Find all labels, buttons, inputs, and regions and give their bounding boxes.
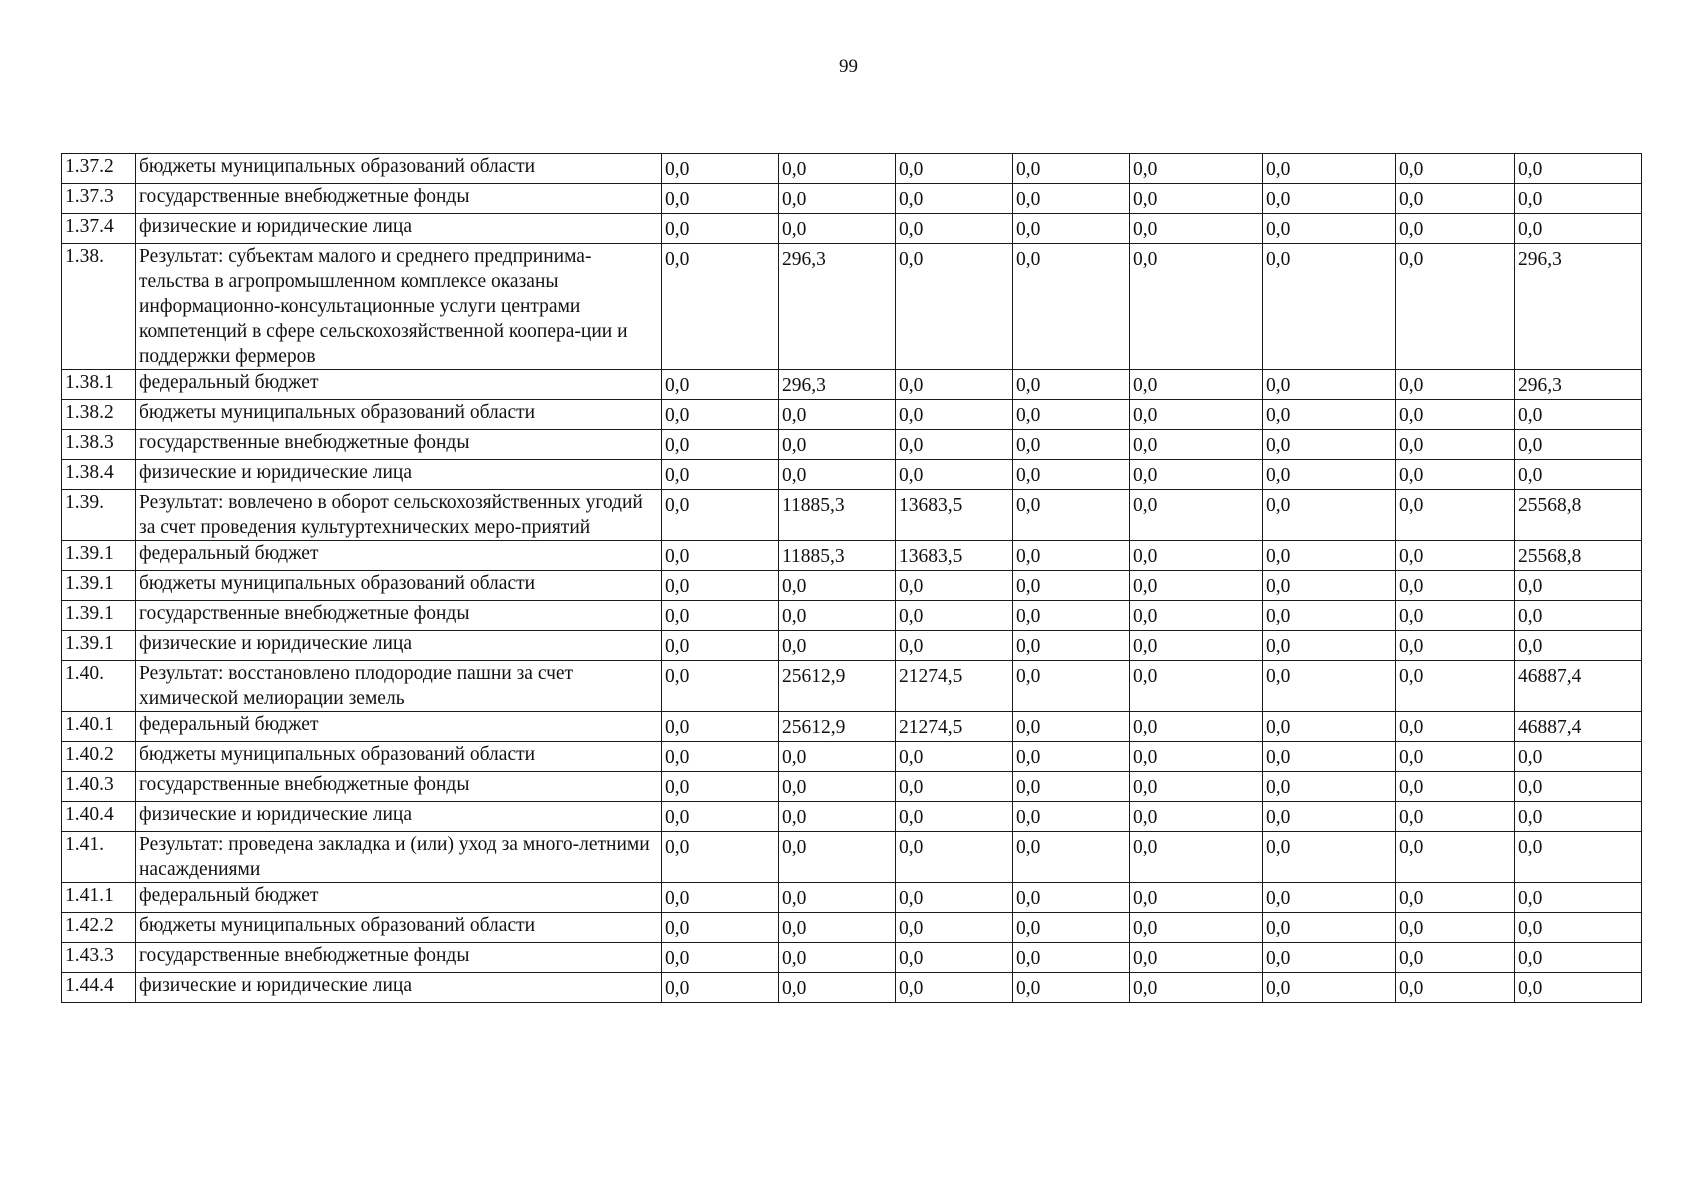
value-cell: 0,0 (896, 832, 1013, 883)
value-cell: 0,0 (1396, 214, 1515, 244)
value-cell: 25612,9 (779, 712, 896, 742)
value-cell: 0,0 (662, 184, 779, 214)
value-cell: 0,0 (1515, 943, 1642, 973)
value-cell: 0,0 (662, 370, 779, 400)
value-cell: 0,0 (1130, 661, 1263, 712)
value-cell: 0,0 (896, 184, 1013, 214)
value-cell: 0,0 (1013, 601, 1130, 631)
value-cell: 0,0 (896, 973, 1013, 1003)
row-description-cell: Результат: вовлечено в оборот сельскохозяйственных угодий за счет проведения культуртехнических меро-приятий (136, 490, 662, 541)
row-description-cell: Результат: субъектам малого и среднего предпринима-тельства в агропромышленном комплексе оказаны информационно-консультационные услуги центрами компетенций в сфере сельскохозяйственной коопера-ции и поддержки фермеров (136, 244, 662, 370)
row-number-cell: 1.43.3 (62, 943, 136, 973)
value-cell: 0,0 (1263, 802, 1396, 832)
value-cell: 0,0 (662, 772, 779, 802)
value-cell: 0,0 (1013, 973, 1130, 1003)
page-number: 99 (839, 56, 858, 77)
value-cell: 0,0 (1396, 460, 1515, 490)
value-cell: 0,0 (1396, 370, 1515, 400)
value-cell: 0,0 (662, 943, 779, 973)
table-row (62, 883, 1642, 913)
row-number-cell: 1.39.1 (62, 541, 136, 571)
row-number-cell: 1.38.2 (62, 400, 136, 430)
value-cell: 0,0 (896, 772, 1013, 802)
row-description-cell: государственные внебюджетные фонды (136, 601, 662, 631)
table-row (62, 832, 1642, 883)
value-cell: 0,0 (1396, 883, 1515, 913)
value-cell: 0,0 (1130, 214, 1263, 244)
value-cell: 0,0 (662, 490, 779, 541)
row-description-cell: бюджеты муниципальных образований области (136, 742, 662, 772)
value-cell: 0,0 (896, 913, 1013, 943)
value-cell: 0,0 (662, 430, 779, 460)
row-description-cell: государственные внебюджетные фонды (136, 772, 662, 802)
value-cell: 0,0 (1130, 490, 1263, 541)
row-number-cell: 1.39.1 (62, 631, 136, 661)
row-number-cell: 1.39.1 (62, 571, 136, 601)
value-cell: 0,0 (1013, 490, 1130, 541)
row-number-cell: 1.37.3 (62, 184, 136, 214)
row-number-cell: 1.41. (62, 832, 136, 883)
value-cell: 0,0 (1130, 712, 1263, 742)
value-cell: 13683,5 (896, 541, 1013, 571)
row-description-cell: государственные внебюджетные фонды (136, 943, 662, 973)
value-cell: 0,0 (1013, 712, 1130, 742)
value-cell: 0,0 (1263, 370, 1396, 400)
table-row (62, 490, 1642, 541)
value-cell: 0,0 (1263, 661, 1396, 712)
value-cell: 0,0 (1396, 943, 1515, 973)
table-row (62, 631, 1642, 661)
row-number-cell: 1.42.2 (62, 913, 136, 943)
row-number-cell: 1.38.4 (62, 460, 136, 490)
value-cell: 0,0 (662, 460, 779, 490)
table-row (62, 802, 1642, 832)
row-description-cell: физические и юридические лица (136, 214, 662, 244)
table-row (62, 430, 1642, 460)
value-cell: 0,0 (1396, 772, 1515, 802)
row-number-cell: 1.40.3 (62, 772, 136, 802)
value-cell: 0,0 (1515, 631, 1642, 661)
value-cell: 0,0 (779, 832, 896, 883)
row-description-cell: государственные внебюджетные фонды (136, 430, 662, 460)
value-cell: 0,0 (1515, 184, 1642, 214)
value-cell: 0,0 (1130, 631, 1263, 661)
value-cell: 0,0 (1263, 943, 1396, 973)
value-cell: 0,0 (779, 571, 896, 601)
row-number-cell: 1.40.1 (62, 712, 136, 742)
row-description-cell: физические и юридические лица (136, 460, 662, 490)
value-cell: 0,0 (1515, 460, 1642, 490)
value-cell: 0,0 (1515, 802, 1642, 832)
value-cell: 0,0 (1013, 214, 1130, 244)
value-cell: 0,0 (779, 214, 896, 244)
value-cell: 0,0 (1396, 712, 1515, 742)
value-cell: 0,0 (1396, 490, 1515, 541)
row-number-cell: 1.38.1 (62, 370, 136, 400)
value-cell: 0,0 (1396, 601, 1515, 631)
row-number-cell: 1.44.4 (62, 973, 136, 1003)
value-cell: 0,0 (662, 883, 779, 913)
value-cell: 0,0 (662, 742, 779, 772)
value-cell: 0,0 (662, 541, 779, 571)
row-number-cell: 1.41.1 (62, 883, 136, 913)
table-row (62, 400, 1642, 430)
table-row (62, 772, 1642, 802)
value-cell: 11885,3 (779, 490, 896, 541)
table-row (62, 154, 1642, 184)
row-description-cell: бюджеты муниципальных образований области (136, 913, 662, 943)
value-cell: 0,0 (1263, 460, 1396, 490)
value-cell: 0,0 (1263, 712, 1396, 742)
value-cell: 0,0 (1263, 244, 1396, 370)
row-number-cell: 1.38.3 (62, 430, 136, 460)
table-row (62, 913, 1642, 943)
row-number-cell: 1.37.2 (62, 154, 136, 184)
value-cell: 0,0 (1263, 490, 1396, 541)
row-description-cell: Результат: проведена закладка и (или) уход за много-летними насаждениями (136, 832, 662, 883)
value-cell: 0,0 (1515, 973, 1642, 1003)
value-cell: 0,0 (896, 370, 1013, 400)
value-cell: 25568,8 (1515, 541, 1642, 571)
value-cell: 0,0 (1396, 154, 1515, 184)
table-row (62, 460, 1642, 490)
value-cell: 0,0 (1263, 541, 1396, 571)
value-cell: 0,0 (896, 460, 1013, 490)
value-cell: 0,0 (1396, 244, 1515, 370)
value-cell: 0,0 (1263, 631, 1396, 661)
row-description-cell: бюджеты муниципальных образований области (136, 154, 662, 184)
value-cell: 0,0 (1515, 883, 1642, 913)
value-cell: 25612,9 (779, 661, 896, 712)
row-number-cell: 1.39.1 (62, 601, 136, 631)
value-cell: 0,0 (662, 913, 779, 943)
value-cell: 0,0 (662, 154, 779, 184)
table-row (62, 742, 1642, 772)
value-cell: 0,0 (1396, 400, 1515, 430)
value-cell: 0,0 (662, 661, 779, 712)
value-cell: 0,0 (662, 712, 779, 742)
value-cell: 21274,5 (896, 712, 1013, 742)
value-cell: 0,0 (1013, 370, 1130, 400)
value-cell: 0,0 (1515, 742, 1642, 772)
value-cell: 0,0 (896, 742, 1013, 772)
value-cell: 0,0 (779, 601, 896, 631)
value-cell: 0,0 (1515, 772, 1642, 802)
value-cell: 0,0 (1396, 973, 1515, 1003)
table-row (62, 244, 1642, 370)
value-cell: 0,0 (1130, 913, 1263, 943)
value-cell: 0,0 (1130, 154, 1263, 184)
value-cell: 0,0 (779, 772, 896, 802)
value-cell: 0,0 (1263, 214, 1396, 244)
value-cell: 0,0 (1013, 832, 1130, 883)
value-cell: 0,0 (779, 742, 896, 772)
budget-table-body (62, 154, 1642, 1003)
table-row (62, 541, 1642, 571)
value-cell: 296,3 (1515, 244, 1642, 370)
value-cell: 0,0 (1130, 832, 1263, 883)
row-description-cell: бюджеты муниципальных образований области (136, 571, 662, 601)
value-cell: 0,0 (896, 631, 1013, 661)
value-cell: 0,0 (1130, 772, 1263, 802)
value-cell: 0,0 (779, 883, 896, 913)
value-cell: 0,0 (1396, 571, 1515, 601)
value-cell: 0,0 (1396, 631, 1515, 661)
value-cell: 0,0 (1515, 214, 1642, 244)
value-cell: 0,0 (1263, 742, 1396, 772)
value-cell: 0,0 (1263, 973, 1396, 1003)
value-cell: 0,0 (1013, 460, 1130, 490)
table-row (62, 973, 1642, 1003)
value-cell: 0,0 (1515, 154, 1642, 184)
value-cell: 0,0 (1130, 370, 1263, 400)
row-number-cell: 1.39. (62, 490, 136, 541)
value-cell: 0,0 (1013, 742, 1130, 772)
table-row (62, 184, 1642, 214)
value-cell: 296,3 (779, 370, 896, 400)
table-row (62, 943, 1642, 973)
row-description-cell: федеральный бюджет (136, 370, 662, 400)
row-description-cell: федеральный бюджет (136, 541, 662, 571)
value-cell: 0,0 (1263, 430, 1396, 460)
row-description-cell: государственные внебюджетные фонды (136, 184, 662, 214)
value-cell: 0,0 (779, 943, 896, 973)
value-cell: 0,0 (1013, 571, 1130, 601)
value-cell: 0,0 (1013, 541, 1130, 571)
value-cell: 0,0 (779, 154, 896, 184)
value-cell: 0,0 (779, 430, 896, 460)
value-cell: 46887,4 (1515, 661, 1642, 712)
value-cell: 0,0 (896, 571, 1013, 601)
value-cell: 0,0 (1515, 913, 1642, 943)
budget-table (61, 153, 1642, 1003)
value-cell: 0,0 (1130, 601, 1263, 631)
value-cell: 0,0 (896, 154, 1013, 184)
row-number-cell: 1.40. (62, 661, 136, 712)
value-cell: 0,0 (1013, 184, 1130, 214)
value-cell: 0,0 (1396, 913, 1515, 943)
value-cell: 0,0 (1013, 802, 1130, 832)
value-cell: 0,0 (1130, 400, 1263, 430)
row-description-cell: физические и юридические лица (136, 631, 662, 661)
value-cell: 0,0 (1013, 772, 1130, 802)
row-number-cell: 1.38. (62, 244, 136, 370)
value-cell: 0,0 (662, 631, 779, 661)
value-cell: 0,0 (1396, 541, 1515, 571)
value-cell: 0,0 (662, 400, 779, 430)
value-cell: 0,0 (896, 943, 1013, 973)
value-cell: 0,0 (1130, 541, 1263, 571)
value-cell: 11885,3 (779, 541, 896, 571)
row-description-cell: федеральный бюджет (136, 712, 662, 742)
value-cell: 0,0 (1130, 184, 1263, 214)
value-cell: 0,0 (1130, 571, 1263, 601)
value-cell: 13683,5 (896, 490, 1013, 541)
value-cell: 0,0 (896, 883, 1013, 913)
row-description-cell: физические и юридические лица (136, 973, 662, 1003)
value-cell: 0,0 (1130, 244, 1263, 370)
row-description-cell: бюджеты муниципальных образований области (136, 400, 662, 430)
value-cell: 0,0 (1396, 184, 1515, 214)
table-row (62, 571, 1642, 601)
value-cell: 0,0 (1263, 883, 1396, 913)
value-cell: 0,0 (896, 430, 1013, 460)
value-cell: 0,0 (779, 184, 896, 214)
value-cell: 0,0 (1263, 772, 1396, 802)
table-row (62, 214, 1642, 244)
table-row (62, 370, 1642, 400)
value-cell: 0,0 (1013, 631, 1130, 661)
row-number-cell: 1.37.4 (62, 214, 136, 244)
value-cell: 296,3 (1515, 370, 1642, 400)
value-cell: 25568,8 (1515, 490, 1642, 541)
value-cell: 0,0 (896, 244, 1013, 370)
row-description-cell: федеральный бюджет (136, 883, 662, 913)
value-cell: 0,0 (1263, 184, 1396, 214)
value-cell: 0,0 (779, 460, 896, 490)
value-cell: 0,0 (662, 601, 779, 631)
table-row (62, 712, 1642, 742)
value-cell: 0,0 (779, 631, 896, 661)
value-cell: 0,0 (896, 400, 1013, 430)
value-cell: 0,0 (1130, 973, 1263, 1003)
value-cell: 0,0 (1130, 802, 1263, 832)
value-cell: 0,0 (1263, 400, 1396, 430)
table-row (62, 601, 1642, 631)
value-cell: 0,0 (1013, 154, 1130, 184)
value-cell: 0,0 (1130, 430, 1263, 460)
value-cell: 46887,4 (1515, 712, 1642, 742)
value-cell: 0,0 (1130, 460, 1263, 490)
value-cell: 0,0 (1013, 661, 1130, 712)
value-cell: 0,0 (662, 571, 779, 601)
value-cell: 0,0 (1013, 913, 1130, 943)
value-cell: 21274,5 (896, 661, 1013, 712)
value-cell: 0,0 (1013, 943, 1130, 973)
row-number-cell: 1.40.4 (62, 802, 136, 832)
value-cell: 0,0 (1515, 400, 1642, 430)
row-number-cell: 1.40.2 (62, 742, 136, 772)
value-cell: 0,0 (896, 214, 1013, 244)
value-cell: 0,0 (1396, 430, 1515, 460)
value-cell: 0,0 (662, 802, 779, 832)
value-cell: 0,0 (1013, 883, 1130, 913)
value-cell: 0,0 (1396, 802, 1515, 832)
value-cell: 0,0 (662, 244, 779, 370)
value-cell: 0,0 (1396, 661, 1515, 712)
value-cell: 0,0 (1013, 430, 1130, 460)
value-cell: 0,0 (1515, 571, 1642, 601)
value-cell: 0,0 (779, 973, 896, 1003)
value-cell: 296,3 (779, 244, 896, 370)
table-row (62, 661, 1642, 712)
value-cell: 0,0 (779, 913, 896, 943)
value-cell: 0,0 (1013, 244, 1130, 370)
value-cell: 0,0 (1130, 883, 1263, 913)
value-cell: 0,0 (1263, 832, 1396, 883)
value-cell: 0,0 (1515, 430, 1642, 460)
value-cell: 0,0 (1263, 571, 1396, 601)
value-cell: 0,0 (662, 214, 779, 244)
value-cell: 0,0 (662, 973, 779, 1003)
value-cell: 0,0 (896, 802, 1013, 832)
value-cell: 0,0 (1396, 742, 1515, 772)
value-cell: 0,0 (1263, 913, 1396, 943)
value-cell: 0,0 (1396, 832, 1515, 883)
value-cell: 0,0 (779, 802, 896, 832)
value-cell: 0,0 (1013, 400, 1130, 430)
value-cell: 0,0 (1130, 943, 1263, 973)
value-cell: 0,0 (1263, 154, 1396, 184)
value-cell: 0,0 (1515, 601, 1642, 631)
value-cell: 0,0 (1130, 742, 1263, 772)
value-cell: 0,0 (779, 400, 896, 430)
row-description-cell: физические и юридические лица (136, 802, 662, 832)
value-cell: 0,0 (1515, 832, 1642, 883)
value-cell: 0,0 (896, 601, 1013, 631)
value-cell: 0,0 (662, 832, 779, 883)
row-description-cell: Результат: восстановлено плодородие пашни за счет химической мелиорации земель (136, 661, 662, 712)
value-cell: 0,0 (1263, 601, 1396, 631)
